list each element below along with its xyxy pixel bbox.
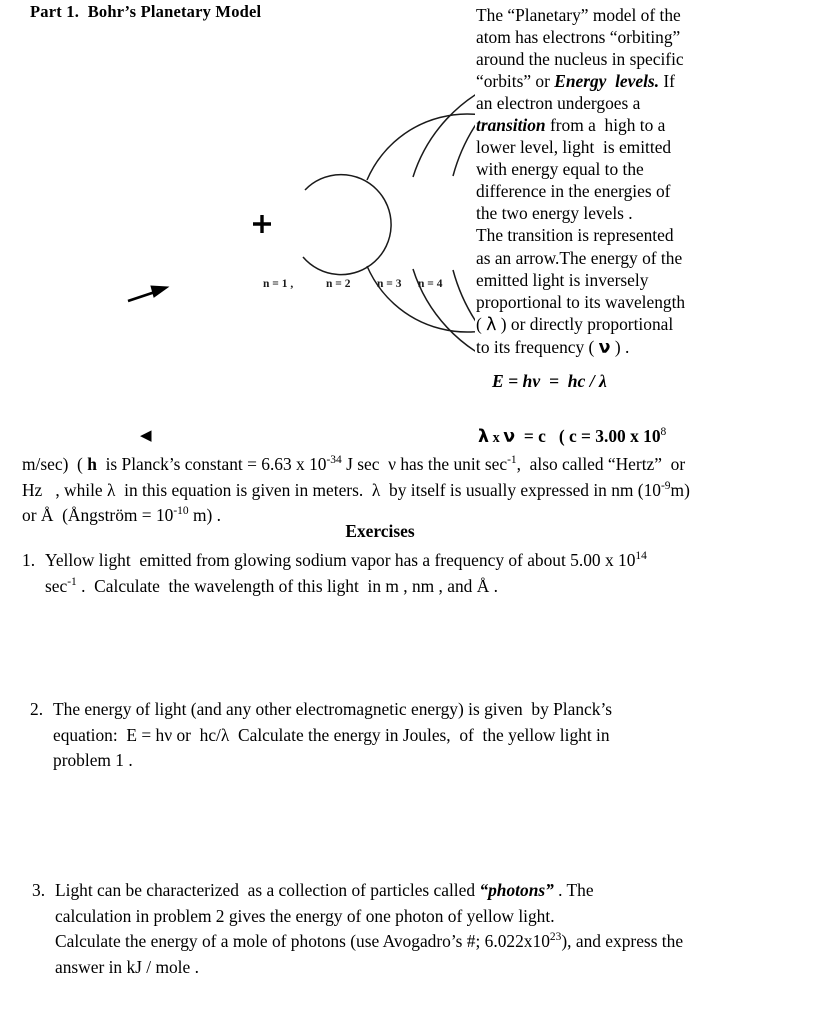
- intro-line: emitted light is inversely: [476, 269, 649, 290]
- intro-line: The transition is represented: [476, 225, 674, 246]
- text-run: Light can be characterized as a collection of particles called: [55, 880, 480, 900]
- exponent: 23: [549, 931, 562, 944]
- text-run: m/sec) (: [22, 454, 88, 474]
- exponent: -1: [67, 575, 77, 588]
- page-title: Part 1. Bohr’s Planetary Model: [30, 2, 262, 21]
- orbit-ring-1: [303, 175, 391, 275]
- nucleus-plus-icon: [253, 215, 271, 233]
- intro-line: lower level, light is emitted: [476, 137, 672, 158]
- text-run: Hz , while λ in this equation is given in meters. λ by itself is usually expressed in nm (10: [22, 479, 661, 500]
- transition-marker-icon: ◀: [140, 428, 152, 444]
- exercise-item: [30, 697, 770, 774]
- text-run: Calculate the energy of a mole of photons (use Avogadro’s #; 6.022x10: [55, 931, 550, 951]
- orbit-ring-2: [367, 114, 475, 332]
- text-run: m): [670, 479, 690, 500]
- exponent: -9: [660, 479, 671, 492]
- planck-constant-symbol: h: [87, 454, 97, 474]
- nu-symbol: ν: [503, 427, 516, 447]
- equation-planck: E = hν = hc / λ: [492, 371, 607, 391]
- exercise-line: [45, 548, 762, 574]
- exercise-line: The energy of light (and any other electromagnetic energy) is given by Planck’s: [53, 699, 613, 719]
- exponent: -1: [507, 454, 517, 467]
- units-paragraph: [22, 452, 812, 529]
- intro-line: the two energy levels .: [476, 203, 633, 224]
- exercise-body: [45, 548, 762, 599]
- text-run: J sec ν has the unit sec: [341, 454, 508, 474]
- emphasis-energy-levels: Energy levels.: [554, 71, 660, 92]
- equation-tail: = c ( c = 3.00 x 10: [515, 426, 661, 446]
- units-line: [22, 478, 812, 504]
- intro-paragraph: [476, 4, 816, 359]
- exercise-number: 2.: [30, 699, 44, 719]
- bohr-planetary-model-diagram: [55, 22, 475, 432]
- intro-line: [476, 114, 816, 136]
- exercise-line: calculation in problem 2 gives the energy of one photon of yellow light.: [55, 905, 555, 926]
- intro-line: with energy equal to the: [476, 159, 644, 180]
- text-run: sec: [45, 575, 68, 596]
- exponent: 14: [635, 550, 647, 563]
- text-run: or Å (Ångström = 10: [22, 505, 174, 526]
- exponent: 8: [660, 426, 667, 439]
- intro-line: proportional to its wavelength: [476, 291, 686, 312]
- emphasis-transition: transition: [476, 115, 546, 136]
- exercise-line: equation: E = hν or hc/λ Calculate the energy in Joules, of the yellow light in: [53, 724, 610, 745]
- orbit-label-n3: n = 3: [377, 278, 402, 290]
- transition-arrow-icon: [128, 286, 168, 301]
- intro-line: as an arrow.The energy of the: [476, 247, 683, 268]
- exercises-heading: Exercises: [345, 521, 415, 541]
- lambda-symbol: λ: [486, 314, 497, 335]
- exercise-number: 1.: [22, 550, 36, 570]
- intro-line: [476, 70, 816, 92]
- intro-line: ( λ ) or directly proportional: [476, 313, 674, 335]
- exercise-line: [45, 574, 762, 600]
- orbit-label-n4: n = 4: [418, 278, 443, 290]
- intro-text: from a high to a: [545, 115, 666, 136]
- exercise-item: [22, 548, 762, 599]
- exponent: -10: [173, 505, 189, 518]
- times-operator: x: [489, 430, 504, 446]
- exercise-line: [55, 929, 792, 955]
- text-run: ), and express the: [561, 931, 684, 951]
- text-run: . The: [553, 880, 594, 900]
- exercise-item: [32, 878, 792, 980]
- exercise-body: [53, 697, 770, 774]
- intro-line: an electron undergoes a: [476, 93, 641, 114]
- exercise-line: answer in kJ / mole .: [55, 956, 199, 977]
- exercise-line: problem 1 .: [53, 750, 133, 770]
- intro-text: If: [659, 71, 675, 92]
- intro-line: to its frequency ( ν ) .: [476, 336, 630, 358]
- text-run: is Planck’s constant = 6.63 x 10: [96, 454, 327, 474]
- exercise-line: [55, 878, 792, 904]
- orbit-label-n2: n = 2: [326, 278, 351, 290]
- text-run: . Calculate the wavelength of this light in m , nm , and Å .: [76, 575, 498, 596]
- units-line: [22, 452, 812, 478]
- nu-symbol: ν: [598, 337, 611, 358]
- equation-lambda-nu: [478, 426, 666, 447]
- intro-line: around the nucleus in specific: [476, 49, 684, 70]
- exponent: -34: [326, 454, 342, 467]
- intro-line: atom has electrons “orbiting”: [476, 27, 681, 48]
- lambda-symbol: λ: [478, 427, 490, 447]
- text-run: Yellow light emitted from glowing sodium vapor has a frequency of about 5.00 x 10: [45, 550, 636, 570]
- intro-line: The “Planetary” model of the: [476, 5, 681, 25]
- orbit-label-n1: n = 1 ,: [263, 278, 294, 290]
- text-run: m) .: [188, 505, 222, 526]
- text-run: , also called “Hertz” or: [516, 454, 686, 474]
- exercise-body: [55, 878, 792, 980]
- intro-line: difference in the energies of: [476, 181, 671, 202]
- intro-text: “orbits” or: [476, 71, 555, 92]
- exercise-number: 3.: [32, 880, 46, 900]
- emphasis-photons: “photons”: [479, 880, 554, 900]
